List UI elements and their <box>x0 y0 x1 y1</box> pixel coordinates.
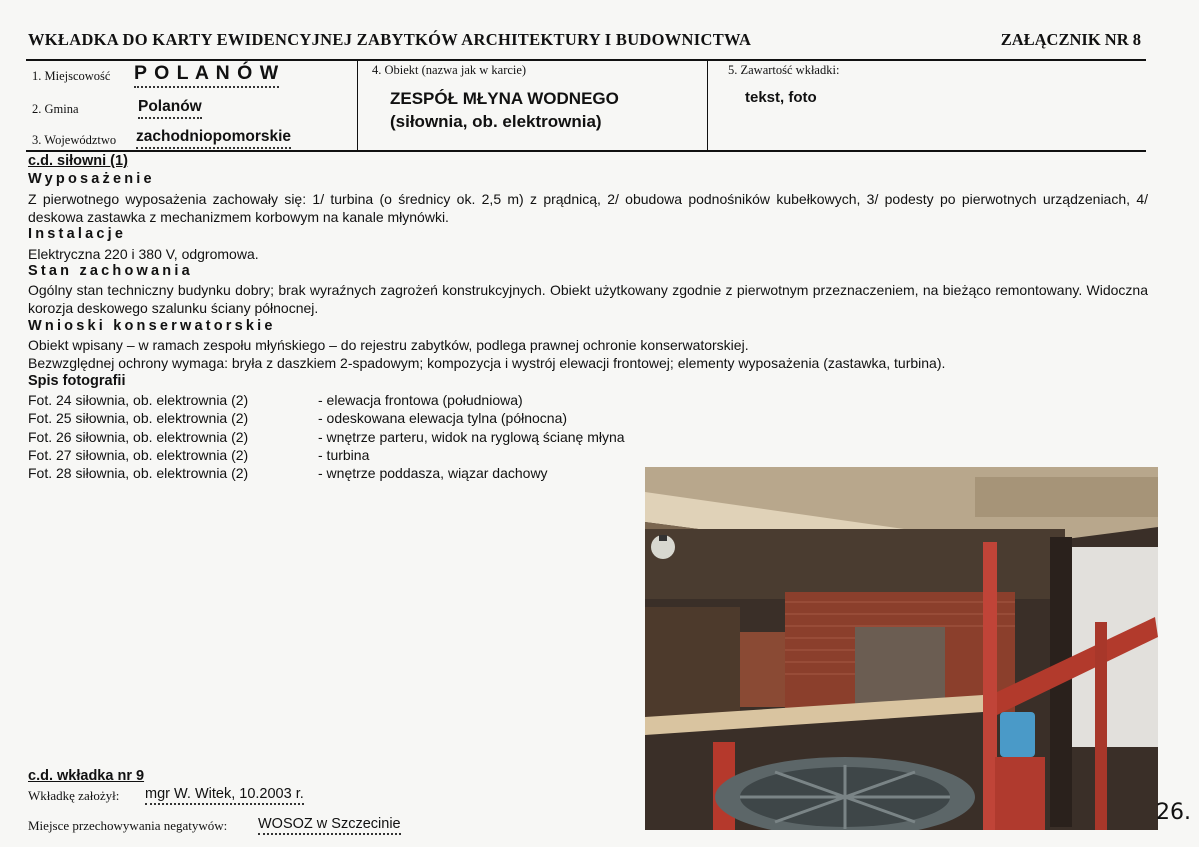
next-insert-note: c.d. wkładka nr 9 <box>28 768 145 784</box>
locality-value: P O L A N Ó W <box>134 62 279 88</box>
list-item <box>28 446 625 464</box>
locality-label: 1. Miejscowość <box>32 69 111 83</box>
document-title: WKŁADKA DO KARTY EWIDENCYJNEJ ZABYTKÓW ARCHITEKTURY I BUDOWNICTWA <box>28 30 752 49</box>
photo-desc: - turbina <box>318 446 370 463</box>
negatives-label: Miejsce przechowywania negatywów: <box>28 818 228 833</box>
commune-label: 2. Gmina <box>32 102 79 116</box>
list-item <box>28 409 625 427</box>
condition-text: Ogólny stan techniczny budynku dobry; brak wyraźnych zagrożeń konstrukcyjnych. Obiekt użytkowany zgodnie z pierwotnym przeznaczeniem, na bieżąco remontowany. Widoczna korozja deskowego szalunku ściany północnej. <box>28 282 1148 316</box>
page-number: 26. <box>1156 800 1191 825</box>
interior-photo <box>645 467 1158 830</box>
field-divider <box>707 61 708 151</box>
installations-heading: Instalacje <box>28 226 127 242</box>
voivodeship-label: 3. Województwo <box>32 133 117 147</box>
object-subname: (siłownia, ob. elektrownia) <box>390 112 602 131</box>
list-item <box>28 428 625 446</box>
contents-value: tekst, foto <box>745 89 817 106</box>
installations-text: Elektryczna 220 i 380 V, odgromowa. <box>28 246 259 262</box>
annex-number: ZAŁĄCZNIK NR 8 <box>1000 30 1141 49</box>
photo-ref: Fot. 24 siłownia, ob. elektrownia (2) <box>28 392 249 408</box>
photo-desc: - wnętrze poddasza, wiązar dachowy <box>318 465 548 482</box>
continuation-note: c.d. siłowni (1) <box>28 153 128 169</box>
negatives-value: WOSOZ w Szczecinie <box>258 816 401 835</box>
photo-desc: - wnętrze parteru, widok na ryglową ścianę młyna <box>318 428 625 445</box>
equipment-text: Z pierwotnego wyposażenia zachowały się: 1/ turbina (o średnicy ok. 2,5 m) z prądnicą, 2/ obudowa podnośników kubełkowych, 3/ podesty po pierwotnych urządzeniach, 4/ deskowa zastawka z mechanizmem korbowym na kanale młynówki. <box>28 191 1148 225</box>
contents-label: 5. Zawartość wkładki: <box>728 63 840 77</box>
header-rule <box>26 59 1146 61</box>
photo-list <box>28 391 625 482</box>
photo-ref: Fot. 25 siłownia, ob. elektrownia (2) <box>28 410 249 427</box>
photo-desc: - odeskowana elewacja tylna (północna) <box>318 410 568 427</box>
object-label: 4. Obiekt (nazwa jak w karcie) <box>372 63 527 77</box>
field-divider <box>357 61 358 151</box>
photo-desc: - elewacja frontowa (południowa) <box>318 392 523 408</box>
created-by-label: Wkładkę założył: <box>28 788 120 803</box>
condition-heading: Stan zachowania <box>28 263 193 279</box>
conclusions-heading: Wnioski konserwatorskie <box>28 318 276 334</box>
photos-heading: Spis fotografii <box>28 373 126 389</box>
created-by-value: mgr W. Witek, 10.2003 r. <box>145 786 304 805</box>
list-item <box>28 391 625 409</box>
object-name: ZESPÓŁ MŁYNA WODNEGO <box>390 89 619 108</box>
equipment-heading: Wyposażenie <box>28 171 155 187</box>
voivodeship-value: zachodniopomorskie <box>136 128 291 149</box>
photo-ref: Fot. 26 siłownia, ob. elektrownia (2) <box>28 428 249 445</box>
photo-ref: Fot. 27 siłownia, ob. elektrownia (2) <box>28 446 249 463</box>
conclusions-text: Obiekt wpisany – w ramach zespołu młyńskiego – do rejestru zabytków, podlega prawnej ochronie konserwatorskiej. <box>28 337 749 353</box>
field-rule <box>26 150 1146 152</box>
list-item <box>28 464 625 482</box>
photo-ref: Fot. 28 siłownia, ob. elektrownia (2) <box>28 465 249 482</box>
protection-text: Bezwzględnej ochrony wymaga: bryła z daszkiem 2-spadowym; kompozycja i wystrój elewacji frontowej; elementy wyposażenia (zastawka, turbina). <box>28 355 946 371</box>
commune-value: Polanów <box>138 98 202 119</box>
